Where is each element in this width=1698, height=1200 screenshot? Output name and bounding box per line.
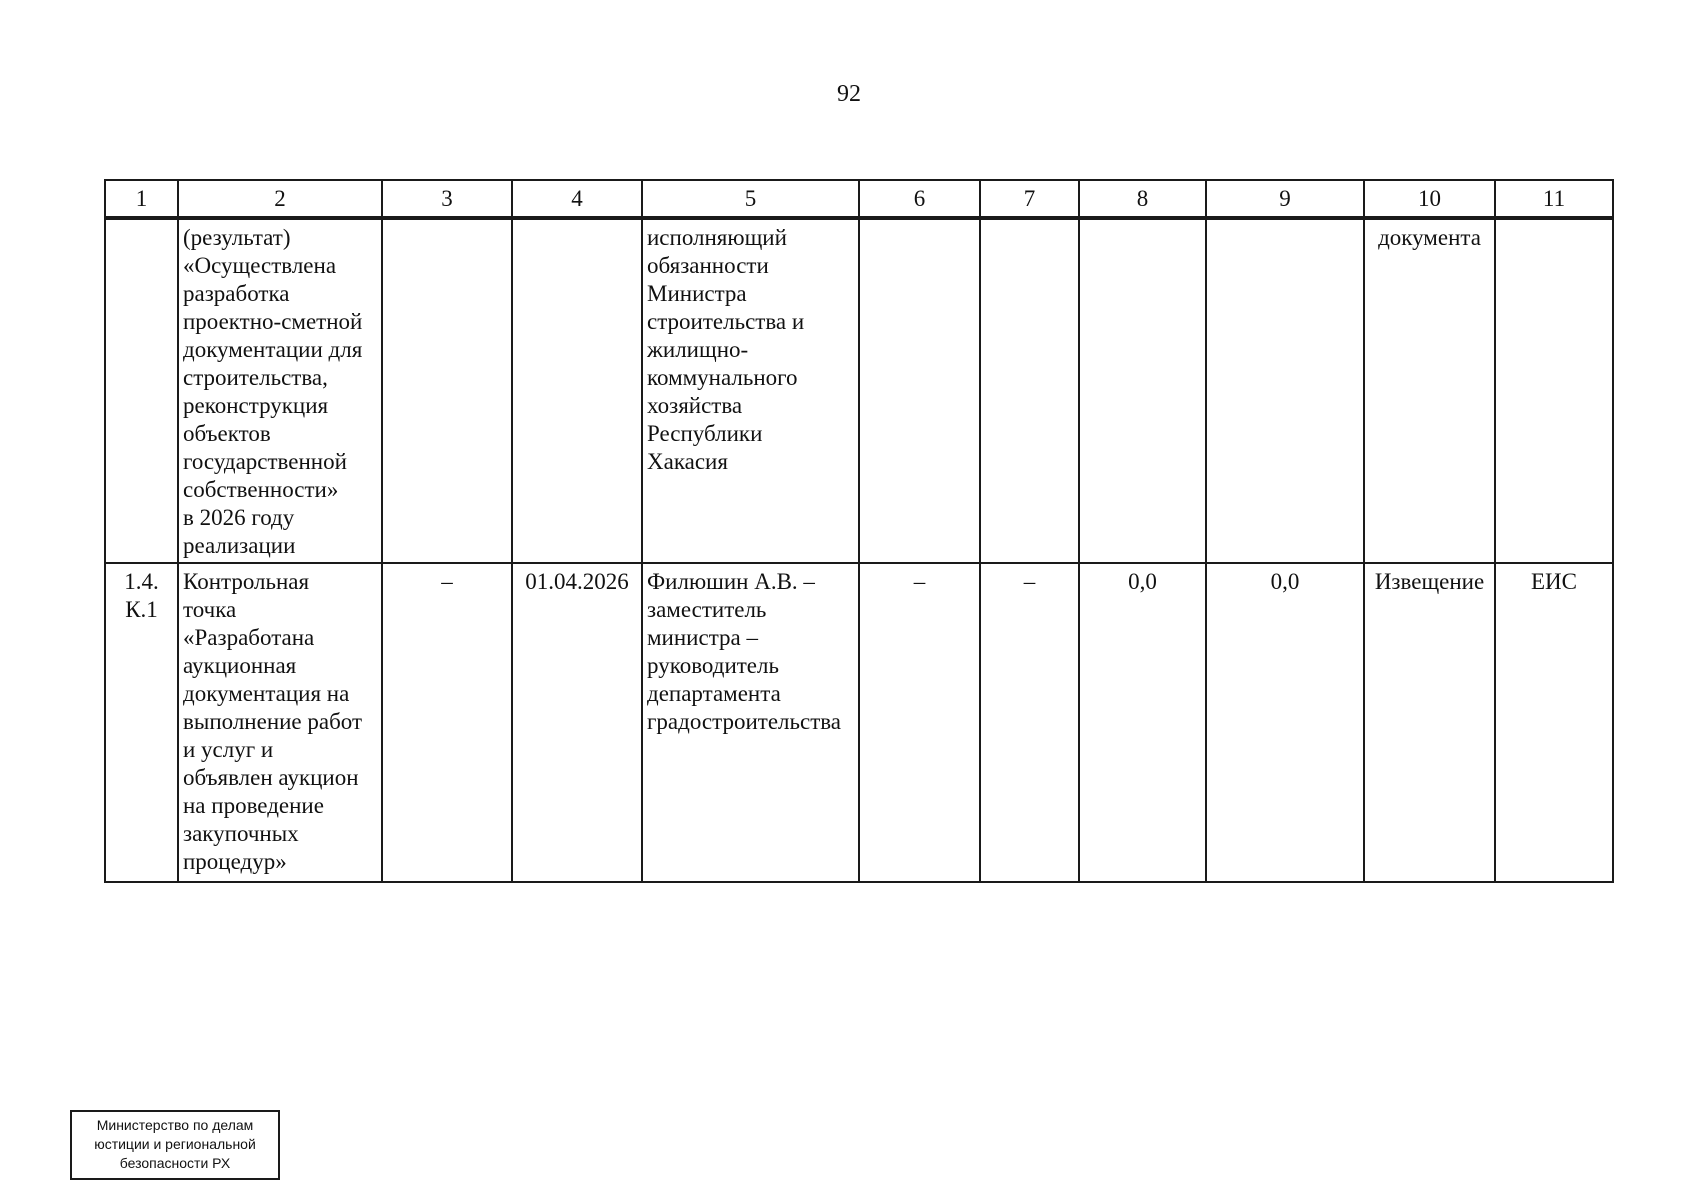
- table-cell-name: Контрольная точка «Разработана аукционная документация на выполнение работ и услуг и объявлен аукцион на проведение закупочных процедур»: [178, 563, 382, 882]
- table-cell: [980, 218, 1079, 563]
- table-cell: 0,0: [1079, 563, 1206, 882]
- column-header: 2: [178, 180, 382, 218]
- plan-table: [104, 179, 1614, 883]
- column-header: 3: [382, 180, 512, 218]
- table-cell: –: [859, 563, 980, 882]
- table-cell-date: [512, 218, 642, 563]
- table-cell-system: ЕИС: [1495, 563, 1613, 882]
- table-cell-responsible: Филюшин А.В. – заместитель министра – руководитель департамента градостроительства: [642, 563, 859, 882]
- ministry-stamp: Министерство по делам юстиции и региональной безопасности РХ: [70, 1110, 280, 1180]
- table-cell: [1079, 218, 1206, 563]
- column-header: 9: [1206, 180, 1364, 218]
- table-cell-date: 01.04.2026: [512, 563, 642, 882]
- column-header: 1: [105, 180, 178, 218]
- table-cell: 0,0: [1206, 563, 1364, 882]
- table-cell-responsible: исполняющий обязанности Министра строительства и жилищно- коммунального хозяйства Республики Хакасия: [642, 218, 859, 563]
- column-header: 5: [642, 180, 859, 218]
- column-header: 11: [1495, 180, 1613, 218]
- table-cell: –: [980, 563, 1079, 882]
- page-number: 92: [837, 81, 861, 107]
- column-header: 6: [859, 180, 980, 218]
- table-cell-number: [105, 218, 178, 563]
- column-header: 7: [980, 180, 1079, 218]
- table-cell-number: 1.4. К.1: [105, 563, 178, 882]
- table-cell: [859, 218, 980, 563]
- table-cell-name: (результат) «Осуществлена разработка проектно-сметной документации для строительства, реконструкция объектов государственной собственности» в 2026 году реализации: [178, 218, 382, 563]
- column-header: 8: [1079, 180, 1206, 218]
- column-header: 4: [512, 180, 642, 218]
- table-cell: [1206, 218, 1364, 563]
- table-cell-document: Извещение: [1364, 563, 1495, 882]
- table-cell: –: [382, 563, 512, 882]
- column-header: 10: [1364, 180, 1495, 218]
- table-row: [105, 563, 1613, 882]
- table-cell-document: документа: [1364, 218, 1495, 563]
- table-cell: [382, 218, 512, 563]
- table-cell-system: [1495, 218, 1613, 563]
- table-row: [105, 218, 1613, 563]
- table-header-row: [105, 180, 1613, 218]
